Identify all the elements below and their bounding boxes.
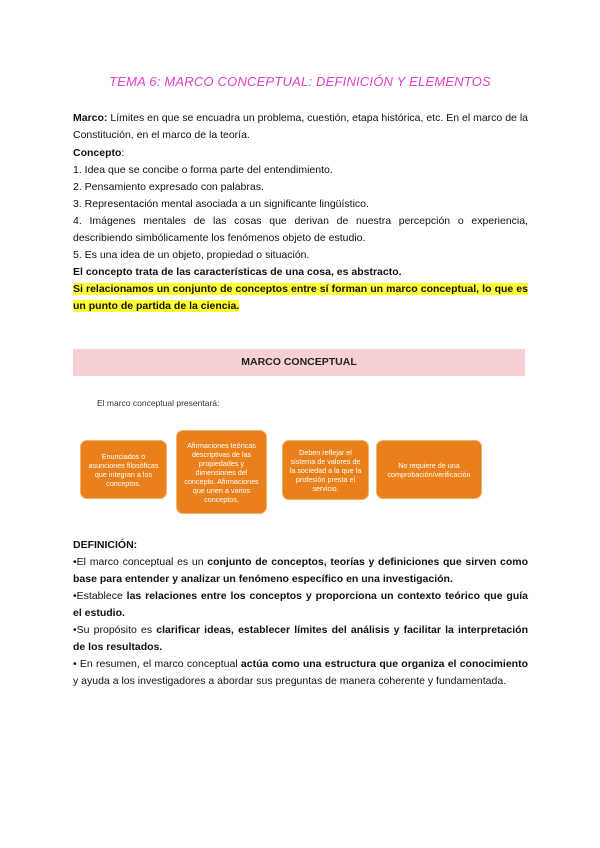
definicion-p3-a: •Su propósito es (73, 624, 157, 636)
marco-definition (73, 110, 528, 144)
diagram-box-2: Afirmaciones teóricas descriptivas de las propiedades y dimensiones del concepto. Afirmaciones que unen a varios conceptos. (176, 430, 267, 514)
definicion-p4-c: y ayuda a los investigadores a abordar sus preguntas de manera coherente y fundamentada. (73, 675, 507, 687)
concepto-label-suffix: : (121, 147, 125, 159)
definicion-p2-a: •Establece (73, 590, 127, 602)
diagram-box-1: Enunciados o asunciones filosóficas que integran a los conceptos. (80, 440, 167, 499)
concepto-item-2: 2. Pensamiento expresado con palabras. (73, 181, 264, 193)
concepto-item-4: 4. Imágenes mentales de las cosas que derivan de nuestra percepción o experiencia, describiendo simbólicamente los fenómenos objeto de estudio. (73, 215, 528, 244)
definicion-p4-b: actúa como una estructura que organiza el conocimiento (240, 658, 528, 670)
definicion-p4-a: • En resumen, el marco conceptual (73, 658, 241, 670)
concepto-item-5: 5. Es una idea de un objeto, propiedad o situación. (73, 249, 310, 261)
diagram-box-3: Deben reflejar el sistema de valores de la sociedad a la que la profesión presta el servicio. (282, 440, 369, 500)
concepto-bold-statement: El concepto trata de las características de una cosa, es abstracto. (73, 266, 402, 278)
page-title: TEMA 6: MARCO CONCEPTUAL: DEFINICIÓN Y ELEMENTOS (109, 74, 491, 89)
diagram-intro: El marco conceptual presentará: (97, 398, 220, 408)
marco-text: Límites en que se encuadra un problema, cuestión, etapa histórica, etc. En el marco de la Constitución, en el marco de la teoría. (73, 112, 528, 141)
definicion-heading: DEFINICIÓN: (73, 539, 138, 551)
concepto-section (73, 145, 528, 315)
diagram-banner: MARCO CONCEPTUAL (73, 349, 525, 376)
definicion-section (73, 537, 528, 690)
definicion-p3-b: clarificar ideas, establecer límites del análisis y facilitar la interpretación de los resultados. (73, 624, 528, 653)
concepto-item-1: 1. Idea que se concibe o forma parte del entendimiento. (73, 164, 333, 176)
definicion-p2-b: las relaciones entre los conceptos y proporciona un contexto teórico que guía el estudio. (73, 590, 528, 619)
concepto-label: Concepto (73, 147, 122, 159)
highlighted-statement: Si relacionamos un conjunto de conceptos entre sí forman un marco conceptual, lo que es un punto de partida de la ciencia. (73, 283, 528, 312)
definicion-p1-b: conjunto de conceptos, teorías y definiciones que sirven como base para entender y analizar un fenómeno específico en una investigación. (73, 556, 529, 585)
concepto-item-3: 3. Representación mental asociada a un significante lingüístico. (73, 198, 369, 210)
marco-label: Marco: (73, 112, 108, 124)
definicion-p1-a: •El marco conceptual es un (73, 556, 208, 568)
diagram-box-4: No requiere de una comprobación/verificación (376, 440, 482, 499)
